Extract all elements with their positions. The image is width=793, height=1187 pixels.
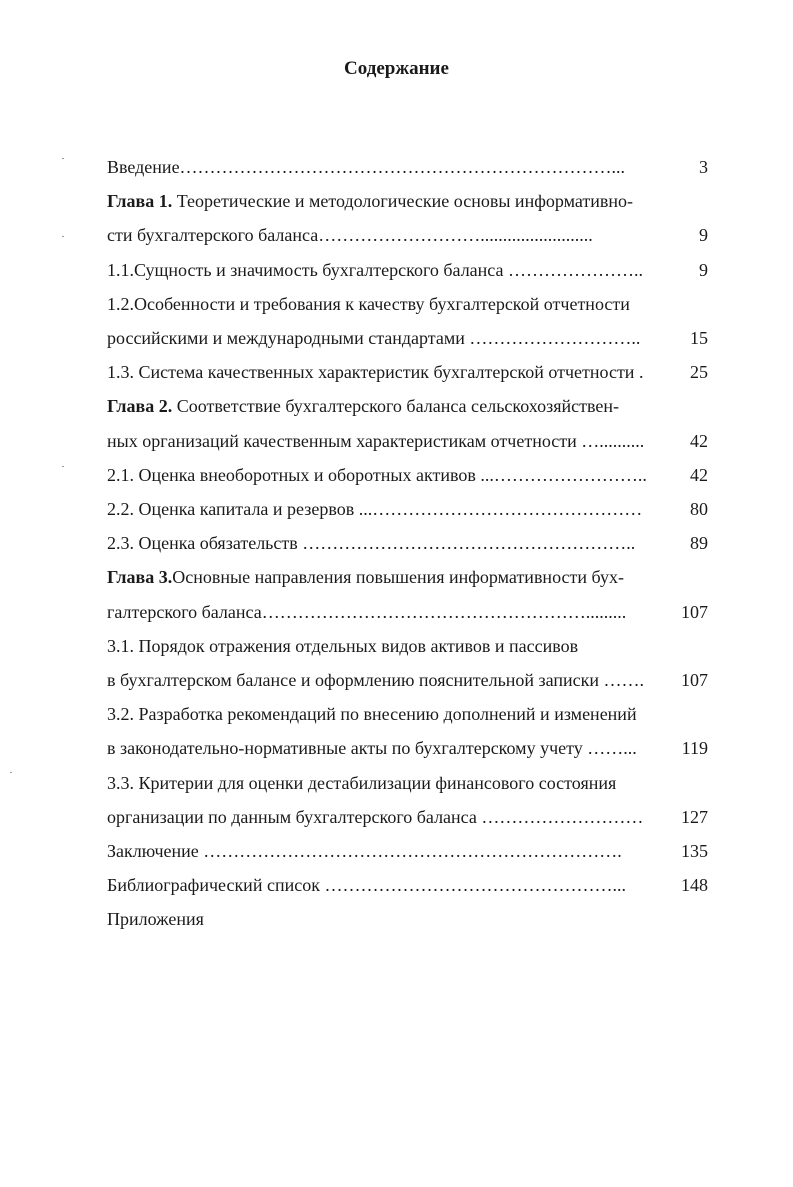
toc-page-number: 25: [690, 362, 708, 382]
toc-page-number: 119: [681, 738, 708, 758]
toc-entry-s2-3: [107, 526, 635, 560]
toc-entry-ch3-b: [107, 595, 626, 629]
toc-entry-text: 1.3. Система качественных характеристик бухгалтерской отчетности .: [107, 362, 644, 382]
toc-entry-text: галтерского баланса……………………………………………….........: [107, 602, 627, 622]
toc-entry-text: Библиографический список …………………………………………...: [107, 875, 626, 895]
scan-speck: [10, 772, 12, 773]
toc-entry-text: Заключение …………………………………………………………….: [107, 841, 622, 861]
toc-chapter-label: Глава 2.: [107, 396, 173, 416]
toc-entry-text: 1.2.Особенности и требования к качеству бухгалтерской отчетности: [107, 294, 630, 314]
toc-entry-ch2-a: [107, 389, 619, 423]
toc-entry-text: в бухгалтерском балансе и оформлению пояснительной записки …….: [107, 670, 645, 690]
scan-speck: [62, 236, 64, 237]
toc-entry-intro: [107, 150, 625, 184]
page-title: Содержание: [344, 58, 449, 79]
toc-entry-text: Теоретические и методологические основы информативно-: [172, 191, 634, 211]
toc-entry-ch1-a: [107, 184, 633, 218]
toc-chapter-label: Глава 3.: [107, 567, 173, 587]
toc-entry-text: Основные направления повышения информативности бух-: [172, 567, 624, 587]
toc-entry-ch3-a: [107, 560, 624, 594]
toc-entry-s1-1: [107, 253, 643, 287]
toc-entry-s1-2-b: [107, 321, 640, 355]
toc-entry-text: организации по данным бухгалтерского баланса ………………………: [107, 807, 644, 827]
toc-entry-text: Приложения: [107, 909, 204, 929]
toc-page-number: 42: [690, 465, 708, 485]
toc-page-number: 9: [699, 225, 708, 245]
toc-entry-text: сти бухгалтерского баланса……………………….........................: [107, 225, 593, 245]
toc-entry-s2-2: [107, 492, 642, 526]
toc-entry-text: 2.1. Оценка внеоборотных и оборотных активов ...……………………..: [107, 465, 647, 485]
toc-entry-appendix: [107, 902, 204, 936]
toc-page-number: 135: [681, 841, 708, 861]
toc-entry-text: 1.1.Сущность и значимость бухгалтерского баланса …………………..: [107, 260, 644, 280]
toc-entry-s1-3: [107, 355, 643, 389]
toc-entry-s3-3-a: [107, 766, 616, 800]
toc-entry-text: ных организаций качественным характеристикам отчетности …..........: [107, 431, 645, 451]
toc-entry-text: 3.1. Порядок отражения отдельных видов активов и пассивов: [107, 636, 579, 656]
toc-page-number: 89: [690, 533, 708, 553]
toc-page-number: 80: [690, 499, 708, 519]
toc-entry-ch1-b: [107, 218, 593, 252]
toc-entry-s3-2-a: [107, 697, 637, 731]
toc-entry-concl: [107, 834, 622, 868]
toc-chapter-label: Глава 1.: [107, 191, 173, 211]
toc-entry-ch2-b: [107, 424, 644, 458]
scan-speck: [62, 158, 64, 159]
toc-page-number: 9: [699, 260, 708, 280]
toc-entry-s1-2-a: [107, 287, 630, 321]
toc-entry-text: Соответствие бухгалтерского баланса сельскохозяйствен-: [172, 396, 619, 416]
toc-entry-s2-1: [107, 458, 647, 492]
toc-page-number: 107: [681, 670, 708, 690]
toc-page-number: 107: [681, 602, 708, 622]
toc-entry-text: Введение………………………………………………………………...: [107, 157, 626, 177]
toc-page-number: 127: [681, 807, 708, 827]
toc-entry-text: 3.2. Разработка рекомендаций по внесению дополнений и изменений: [107, 704, 637, 724]
scan-speck: [62, 466, 64, 467]
toc-entry-biblio: [107, 868, 626, 902]
toc-entry-s3-1-a: [107, 629, 578, 663]
toc-entry-text: российскими и международными стандартами ………………………..: [107, 328, 641, 348]
toc-page-number: 3: [699, 157, 708, 177]
toc-entry-text: 2.2. Оценка капитала и резервов ...………………………………………: [107, 499, 643, 519]
toc-entry-text: 3.3. Критерии для оценки дестабилизации финансового состояния: [107, 773, 617, 793]
toc-page-number: 148: [681, 875, 708, 895]
toc-entry-s3-3-b: [107, 800, 643, 834]
toc-page-number: 42: [690, 431, 708, 451]
toc-entry-text: в законодательно-нормативные акты по бухгалтерскому учету ……...: [107, 738, 637, 758]
toc-page-number: 15: [690, 328, 708, 348]
toc-entry-text: 2.3. Оценка обязательств ………………………………………………..: [107, 533, 636, 553]
toc-entry-s3-2-b: [107, 731, 637, 765]
toc-entry-s3-1-b: [107, 663, 644, 697]
